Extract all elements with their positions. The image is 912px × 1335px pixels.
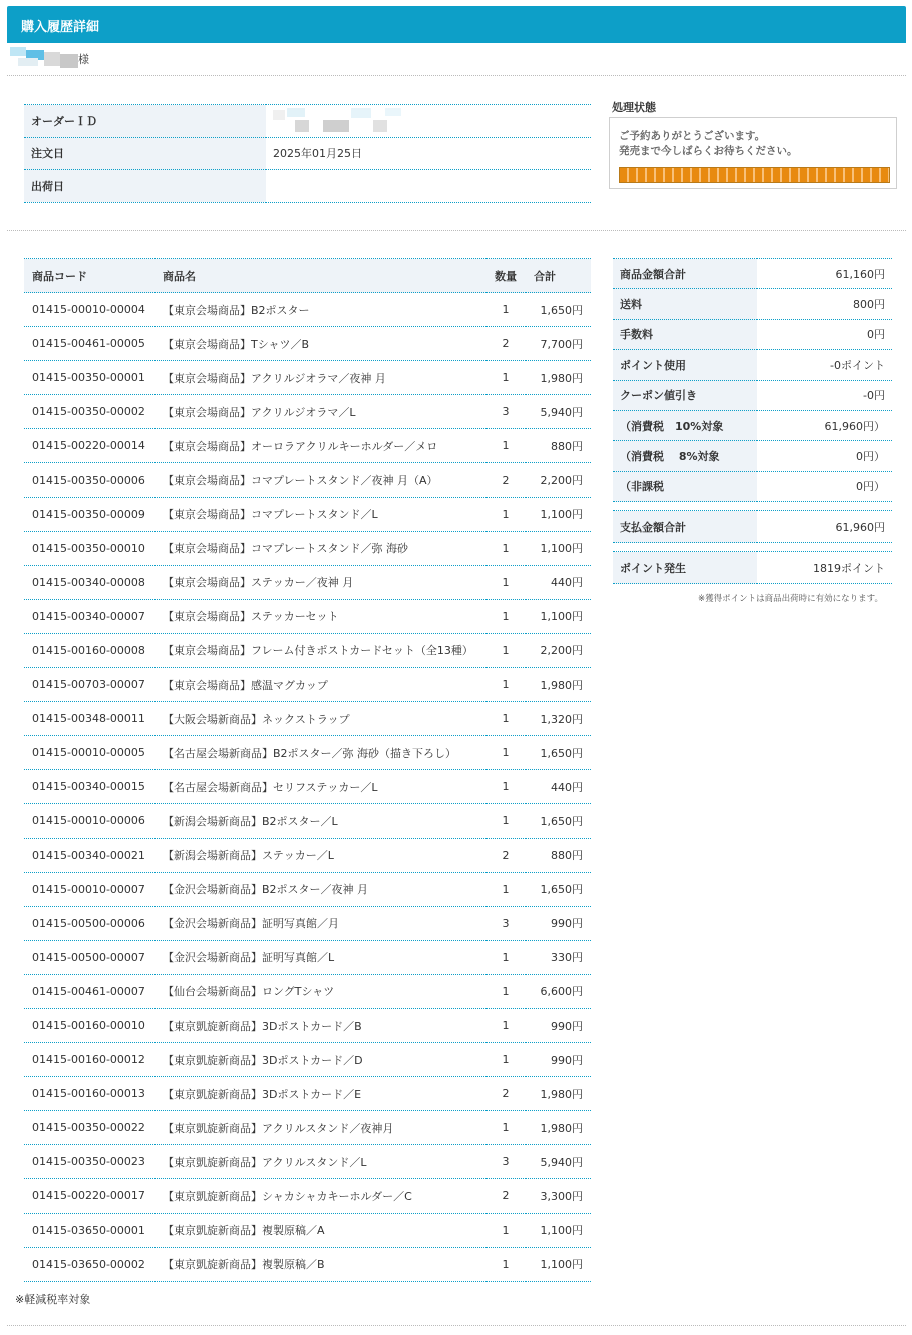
item-name: 【新潟会場新商品】ステッカー／L	[155, 838, 486, 872]
item-total: 440円	[526, 770, 591, 804]
item-code: 01415-00350-00009	[24, 497, 155, 531]
item-qty: 1	[486, 872, 526, 906]
item-qty: 1	[486, 1247, 526, 1281]
summary-row-value: 0円	[757, 319, 892, 349]
item-code: 01415-00160-00012	[24, 1043, 155, 1077]
item-qty: 2	[486, 327, 526, 361]
table-row	[24, 565, 591, 599]
item-qty: 1	[486, 1008, 526, 1042]
item-qty: 1	[486, 702, 526, 736]
redacted-customer-name	[10, 46, 80, 68]
item-qty: 3	[486, 906, 526, 940]
table-row	[24, 531, 591, 565]
col-header-name: 商品名	[155, 259, 486, 293]
item-code: 01415-00350-00022	[24, 1111, 155, 1145]
summary-spacer	[613, 543, 892, 552]
items-table	[24, 258, 591, 1282]
summary-row-value: 61,960円）	[757, 410, 892, 440]
tax-footnote: ※軽減税率対象	[15, 1293, 91, 1306]
item-total: 1,980円	[526, 361, 591, 395]
table-row	[24, 327, 591, 361]
item-total: 1,980円	[526, 668, 591, 702]
item-code: 01415-00160-00008	[24, 633, 155, 667]
table-row	[24, 702, 591, 736]
summary-spacer-cell	[613, 502, 892, 511]
item-name: 【東京会場商品】コマプレートスタンド／夜神 月（A）	[155, 463, 486, 497]
summary-table	[613, 258, 892, 584]
pay-total-row-label: 支払金額合計	[613, 511, 757, 543]
item-name: 【東京会場商品】B2ポスター	[155, 293, 486, 327]
item-total: 990円	[526, 1008, 591, 1042]
ship-date-value	[266, 170, 591, 203]
table-row	[24, 1077, 591, 1111]
item-total: 330円	[526, 940, 591, 974]
item-code: 01415-00703-00007	[24, 668, 155, 702]
item-code: 01415-00350-00010	[24, 531, 155, 565]
customer-row	[7, 43, 906, 76]
item-qty: 3	[486, 1145, 526, 1179]
item-qty: 1	[486, 736, 526, 770]
item-name: 【東京凱旋新商品】3Dポストカード／D	[155, 1043, 486, 1077]
item-code: 01415-03650-00001	[24, 1213, 155, 1247]
item-code: 01415-00010-00007	[24, 872, 155, 906]
item-total: 1,650円	[526, 804, 591, 838]
item-total: 1,100円	[526, 1247, 591, 1281]
table-row	[24, 668, 591, 702]
item-total: 1,100円	[526, 599, 591, 633]
item-total: 6,600円	[526, 974, 591, 1008]
item-code: 01415-00010-00004	[24, 293, 155, 327]
table-row	[24, 940, 591, 974]
item-total: 1,980円	[526, 1111, 591, 1145]
item-code: 01415-00348-00011	[24, 702, 155, 736]
table-row	[24, 429, 591, 463]
item-name: 【東京会場商品】フレーム付きポストカードセット（全13種）	[155, 633, 486, 667]
summary-row-value: 61,160円	[757, 259, 892, 289]
order-date-label: 注文日	[24, 137, 266, 170]
table-row	[24, 1111, 591, 1145]
table-row	[24, 599, 591, 633]
item-qty: 1	[486, 531, 526, 565]
col-header-qty: 数量	[486, 259, 526, 293]
item-name: 【東京凱旋新商品】複製原稿／A	[155, 1213, 486, 1247]
item-name: 【東京凱旋新商品】アクリルスタンド／L	[155, 1145, 486, 1179]
item-name: 【金沢会場新商品】証明写真館／L	[155, 940, 486, 974]
item-code: 01415-00220-00014	[24, 429, 155, 463]
table-row	[24, 463, 591, 497]
points-row	[613, 552, 892, 584]
order-date-value: 2025年01月25日	[266, 137, 591, 170]
summary-spacer-cell	[613, 543, 892, 552]
table-row	[24, 1043, 591, 1077]
points-row-label: ポイント発生	[613, 552, 757, 584]
item-total: 990円	[526, 1043, 591, 1077]
item-name: 【東京凱旋新商品】複製原稿／B	[155, 1247, 486, 1281]
summary-row-label: ポイント使用	[613, 350, 757, 380]
col-header-code: 商品コード	[24, 259, 155, 293]
table-row	[24, 361, 591, 395]
status-progress-bar	[619, 167, 890, 183]
item-total: 1,100円	[526, 497, 591, 531]
item-code: 01415-00350-00023	[24, 1145, 155, 1179]
table-row	[24, 872, 591, 906]
summary-row	[613, 380, 892, 410]
item-name: 【東京会場商品】ステッカーセット	[155, 599, 486, 633]
item-name: 【東京会場商品】アクリルジオラマ／L	[155, 395, 486, 429]
summary-row-value: 800円	[757, 289, 892, 319]
item-name: 【新潟会場新商品】B2ポスター／L	[155, 804, 486, 838]
item-name: 【東京会場商品】コマプレートスタンド／L	[155, 497, 486, 531]
item-qty: 1	[486, 974, 526, 1008]
item-total: 1,980円	[526, 1077, 591, 1111]
item-name: 【東京会場商品】Tシャツ／B	[155, 327, 486, 361]
item-code: 01415-00010-00005	[24, 736, 155, 770]
item-qty: 3	[486, 395, 526, 429]
status-message	[619, 129, 798, 159]
point-note: ※獲得ポイントは商品出荷時に有効になります。	[698, 594, 883, 604]
redacted-order-id	[273, 108, 403, 134]
item-code: 01415-03650-00002	[24, 1247, 155, 1281]
pay-total-row	[613, 511, 892, 543]
item-qty: 1	[486, 1213, 526, 1247]
item-qty: 1	[486, 770, 526, 804]
summary-row-value: 0円）	[757, 471, 892, 501]
item-qty: 1	[486, 565, 526, 599]
item-name: 【仙台会場新商品】ロングTシャツ	[155, 974, 486, 1008]
item-name: 【金沢会場新商品】証明写真館／月	[155, 906, 486, 940]
summary-row-label: 商品金額合計	[613, 259, 757, 289]
item-qty: 2	[486, 1077, 526, 1111]
summary-row	[613, 441, 892, 471]
item-name: 【東京凱旋新商品】3Dポストカード／E	[155, 1077, 486, 1111]
summary-row	[613, 289, 892, 319]
item-qty: 1	[486, 804, 526, 838]
page-header	[7, 6, 906, 43]
item-code: 01415-00340-00008	[24, 565, 155, 599]
item-code: 01415-00350-00002	[24, 395, 155, 429]
item-qty: 2	[486, 463, 526, 497]
item-total: 1,100円	[526, 1213, 591, 1247]
points-row-value: 1819ポイント	[757, 552, 892, 584]
item-total: 990円	[526, 906, 591, 940]
divider	[7, 230, 906, 231]
pay-total-row-value: 61,960円	[757, 511, 892, 543]
order-date-row	[24, 137, 591, 170]
item-name: 【金沢会場新商品】B2ポスター／夜神 月	[155, 872, 486, 906]
item-total: 2,200円	[526, 633, 591, 667]
ship-date-label: 出荷日	[24, 170, 266, 203]
table-row	[24, 974, 591, 1008]
item-name: 【大阪会場新商品】ネックストラップ	[155, 702, 486, 736]
status-message-line1: ご予約ありがとうございます。	[619, 130, 766, 142]
status-label: 処理状態	[612, 101, 656, 114]
table-row	[24, 293, 591, 327]
summary-row-label: クーポン値引き	[613, 380, 757, 410]
item-name: 【東京凱旋新商品】3Dポストカード／B	[155, 1008, 486, 1042]
summary-row-value: 0円）	[757, 441, 892, 471]
item-qty: 1	[486, 361, 526, 395]
item-total: 880円	[526, 429, 591, 463]
order-id-label: オーダーＩＤ	[24, 105, 266, 138]
order-info-table	[24, 104, 591, 203]
table-row	[24, 906, 591, 940]
table-row	[24, 736, 591, 770]
item-code: 01415-00500-00006	[24, 906, 155, 940]
summary-row	[613, 410, 892, 440]
item-total: 1,320円	[526, 702, 591, 736]
item-name: 【東京会場商品】オーロラアクリルキーホルダー／メロ	[155, 429, 486, 463]
item-total: 3,300円	[526, 1179, 591, 1213]
table-row	[24, 770, 591, 804]
summary-spacer	[613, 502, 892, 511]
item-code: 01415-00340-00015	[24, 770, 155, 804]
table-row	[24, 395, 591, 429]
item-qty: 2	[486, 1179, 526, 1213]
item-name: 【東京会場商品】ステッカー／夜神 月	[155, 565, 486, 599]
table-row	[24, 838, 591, 872]
item-qty: 1	[486, 668, 526, 702]
divider	[7, 1325, 906, 1326]
summary-row-label: 手数料	[613, 319, 757, 349]
item-code: 01415-00500-00007	[24, 940, 155, 974]
table-row	[24, 1213, 591, 1247]
item-code: 01415-00461-00005	[24, 327, 155, 361]
status-box	[609, 117, 897, 189]
summary-row	[613, 319, 892, 349]
item-code: 01415-00160-00013	[24, 1077, 155, 1111]
summary-row-value: -0ポイント	[757, 350, 892, 380]
item-code: 01415-00340-00007	[24, 599, 155, 633]
item-qty: 1	[486, 1043, 526, 1077]
item-total: 5,940円	[526, 395, 591, 429]
summary-row	[613, 259, 892, 289]
table-row	[24, 1179, 591, 1213]
table-row	[24, 633, 591, 667]
page-title: 購入履歴詳細	[21, 20, 100, 35]
summary-row-label: （消費税 10%対象	[613, 410, 757, 440]
item-code: 01415-00461-00007	[24, 974, 155, 1008]
item-total: 1,650円	[526, 736, 591, 770]
item-qty: 1	[486, 599, 526, 633]
item-code: 01415-00160-00010	[24, 1008, 155, 1042]
item-qty: 1	[486, 633, 526, 667]
item-code: 01415-00350-00001	[24, 361, 155, 395]
item-code: 01415-00340-00021	[24, 838, 155, 872]
items-header-row	[24, 259, 591, 293]
summary-row-label: （非課税	[613, 471, 757, 501]
item-name: 【東京凱旋新商品】アクリルスタンド／夜神月	[155, 1111, 486, 1145]
item-qty: 1	[486, 429, 526, 463]
item-code: 01415-00350-00006	[24, 463, 155, 497]
item-total: 1,650円	[526, 293, 591, 327]
item-name: 【東京会場商品】アクリルジオラマ／夜神 月	[155, 361, 486, 395]
item-qty: 1	[486, 293, 526, 327]
item-qty: 1	[486, 940, 526, 974]
item-name: 【東京会場商品】感温マグカップ	[155, 668, 486, 702]
item-code: 01415-00010-00006	[24, 804, 155, 838]
item-qty: 1	[486, 497, 526, 531]
table-row	[24, 804, 591, 838]
item-total: 1,650円	[526, 872, 591, 906]
item-total: 7,700円	[526, 327, 591, 361]
table-row	[24, 1247, 591, 1281]
item-total: 1,100円	[526, 531, 591, 565]
customer-honorific: 様	[78, 53, 89, 66]
summary-row	[613, 471, 892, 501]
item-total: 5,940円	[526, 1145, 591, 1179]
item-name: 【名古屋会場新商品】B2ポスター／弥 海砂（描き下ろし）	[155, 736, 486, 770]
order-id-row	[24, 105, 591, 138]
item-name: 【東京会場商品】コマプレートスタンド／弥 海砂	[155, 531, 486, 565]
item-name: 【名古屋会場新商品】セリフステッカー／L	[155, 770, 486, 804]
summary-row-label: 送料	[613, 289, 757, 319]
item-name: 【東京凱旋新商品】シャカシャカキーホルダー／C	[155, 1179, 486, 1213]
item-qty: 2	[486, 838, 526, 872]
status-message-line2: 発売まで今しばらくお待ちください。	[619, 145, 798, 157]
item-total: 440円	[526, 565, 591, 599]
summary-row-value: -0円	[757, 380, 892, 410]
summary-row	[613, 350, 892, 380]
table-row	[24, 497, 591, 531]
item-total: 880円	[526, 838, 591, 872]
item-qty: 1	[486, 1111, 526, 1145]
item-total: 2,200円	[526, 463, 591, 497]
col-header-total: 合計	[526, 259, 591, 293]
summary-row-label: （消費税 8%対象	[613, 441, 757, 471]
item-code: 01415-00220-00017	[24, 1179, 155, 1213]
order-id-value	[266, 105, 591, 138]
ship-date-row	[24, 170, 591, 203]
table-row	[24, 1008, 591, 1042]
table-row	[24, 1145, 591, 1179]
